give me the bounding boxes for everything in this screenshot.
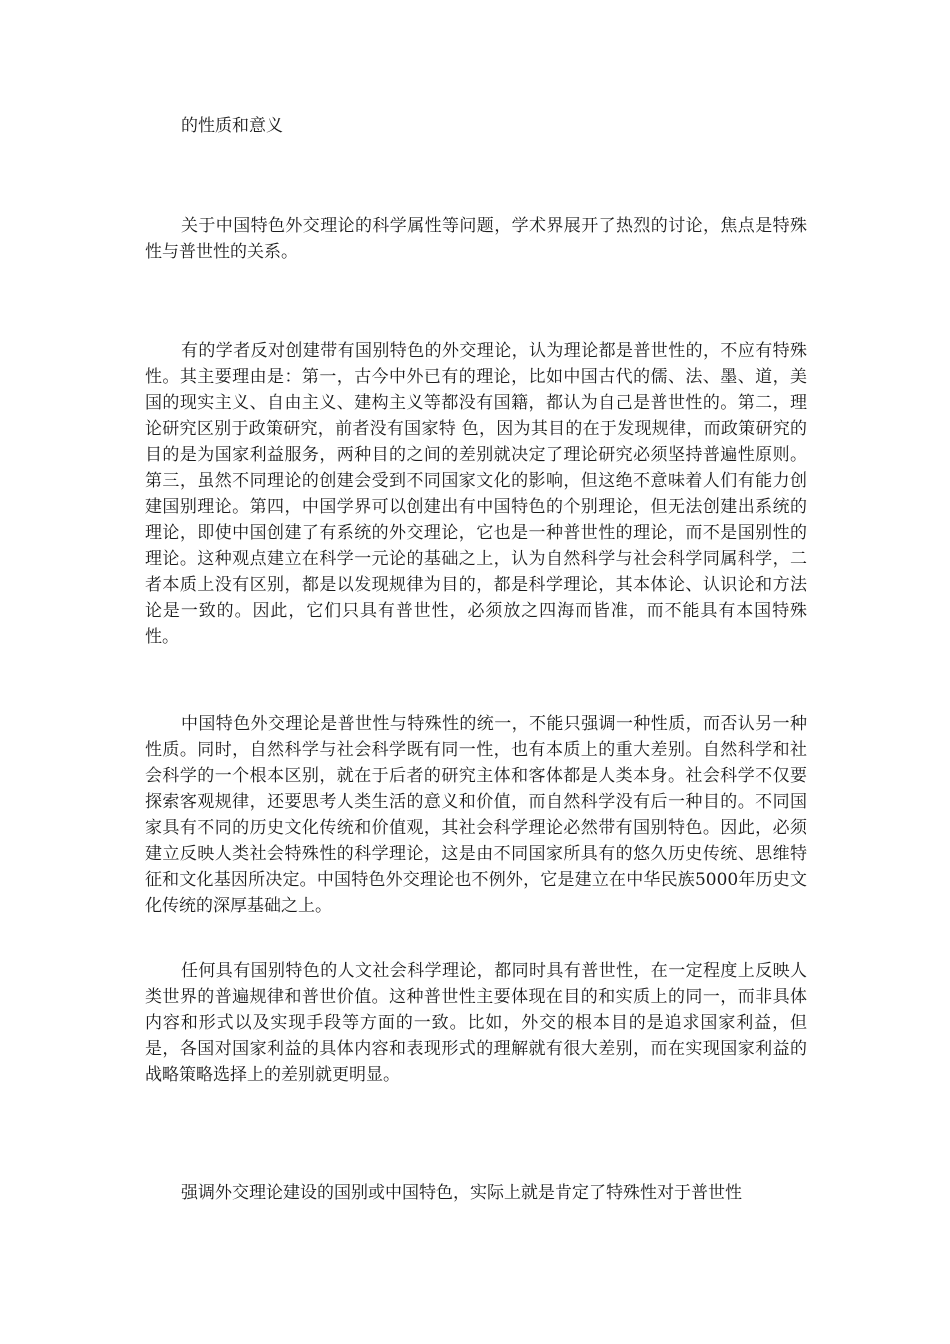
paragraph-universality-aspect: 任何具有国别特色的人文社会科学理论，都同时具有普世性，在一定程度上反映人类世界的普遍规律和普世价值。这种普世性主要体现在目的和实质上的同一，而非具体内容和形式以及实现手段等方面的一致。比如，外交的根本目的是追求国家利益，但是，各国对国家利益的具体内容和表现形式的理解就有很大差别，而在实现国家利益的战略策略选择上的差别就更明显。 [145, 961, 807, 1085]
paragraph-intro: 关于中国特色外交理论的科学属性等问题，学术界展开了热烈的讨论，焦点是特殊性与普世性的关系。 [145, 216, 807, 262]
paragraph-unity-argument: 中国特色外交理论是普世性与特殊性的统一，不能只强调一种性质，而否认另一种性质。同时，自然科学与社会科学既有同一性，也有本质上的重大差别。自然科学和社会科学的一个根本区别，就在于后者的研究主体和客体都是人类本身。社会科学不仅要探索客观规律，还要思考人类生活的意义和价值，而自然科学没有后一种目的。不同国家具有不同的历史文化传统和价值观，其社会科学理论必然带有国别特色。因此，必须建立反映人类社会特殊性的科学理论，这是由不同国家所具有的悠久历史传统、思维特征和文化基因所决定。中国特色外交理论也不例外，它是建立在中华民族5000年历史文化传统的深厚基础之上。 [145, 714, 807, 916]
paragraph-heading-fragment: 的性质和意义 [181, 116, 283, 136]
paragraph-particularity-emphasis: 强调外交理论建设的国别或中国特色，实际上就是肯定了特殊性对于普世性 [181, 1183, 742, 1203]
paragraph-universalist-view: 有的学者反对创建带有国别特色的外交理论，认为理论都是普世性的，不应有特殊性。其主要理由是：第一，古今中外已有的理论，比如中国古代的儒、法、墨、道，美国的现实主义、自由主义、建构主义等都没有国籍，都认为自己是普世性的。第二，理论研究区别于政策研究，前者没有国家特 色，因为其目的在于发现规律，而政策研究的目的是为国家利益服务，两种目的之间的差别就决定了理论研究必须坚持普遍性原则。第三，虽然不同理论的创建会受到不同国家文化的影响，但这绝不意味着人们有能力创建国别理论。第四，中国学界可以创建出有中国特色的个别理论，但无法创建出系统的理论，即使中国创建了有系统的外交理论，它也是一种普世性的理论，而不是国别性的理论。这种观点建立在科学一元论的基础之上，认为自然科学与社会科学同属科学，二者本质上没有区别，都是以发现规律为目的，都是科学理论，其本体论、认识论和方法论是一致的。因此，它们只具有普世性，必须放之四海而皆准，而不能具有本国特殊性。 [145, 341, 807, 647]
